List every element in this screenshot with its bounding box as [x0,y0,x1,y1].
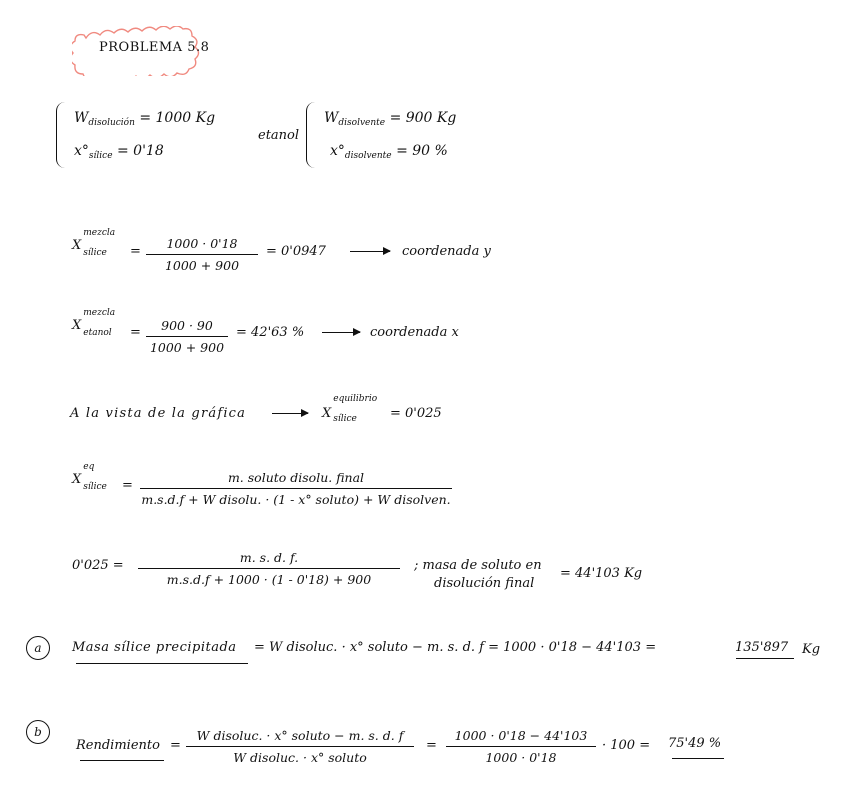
w-disolucion: $W_{disolución} = 1000$ Kg [74,110,216,128]
right-brace [306,102,315,168]
x-disolvente: $x^\circ_{disolvente} = 90$ % [330,143,448,161]
eq5-lhs: 0'025 = [72,558,124,573]
eq2-fraction: 900 · 90 1000 + 900 [146,318,228,355]
eq2-lhs: X mezcla etanol [72,308,116,338]
eq1-fraction: 1000 · 0'18 1000 + 900 [146,236,258,273]
eq1-equals: = [130,244,141,259]
eq2-result: = 42'63 % [236,325,305,340]
part-a-marker: a [26,636,50,660]
etanol-label: etanol [258,128,300,143]
eq1-result: = 0'0947 [266,244,326,259]
part-a-unit: Kg [802,642,821,657]
part-b-result: 75'49 % [668,736,722,751]
part-b-result-underline [672,758,724,759]
eq1-arrow [350,251,390,252]
part-b-label-underline [80,760,164,761]
eq5-result: = 44'103 Kg [560,566,643,581]
eq2-arrow [322,332,360,333]
eq4-equals: = [122,478,133,493]
x-silice: $x^\circ_{sílice} = 0'18$ [74,143,164,161]
eq5-note-line2: disolución final [434,576,535,591]
eq4-fraction: m. soluto disolu. final m.s.d.f + W disolu. · (1 - x° soluto) + W disolven. [141,470,451,507]
part-a-expression: = W disoluc. · x° soluto − m. s. d. f = 1000 · 0'18 − 44'103 = [254,640,657,655]
w-disolvente: $W_{disolvente} = 900$ Kg [324,110,457,128]
left-brace [56,102,65,168]
part-b-marker: b [26,720,50,744]
part-a-result-underline [736,658,794,659]
page-title: PROBLEMA 5.8 [99,40,210,55]
part-b-equals-2: = [426,738,437,753]
part-a-result: 135'897 [735,640,789,655]
part-a-label-underline [76,663,248,664]
eq3-lhs: X equilibrio sílice [322,394,378,424]
eq5-fraction: m. s. d. f. m.s.d.f + 1000 · (1 - 0'18) + 900 [138,550,400,587]
eq2-note: coordenada x [370,325,459,340]
part-b-multiplier: · 100 = [602,738,651,753]
part-b-equals: = [170,738,181,753]
part-b-label: Rendimiento [76,738,160,753]
eq2-equals: = [130,325,141,340]
eq1-note: coordenada y [402,244,491,259]
eq3-arrow [272,413,308,414]
eq5-note-line1: ; masa de soluto en [414,558,542,573]
eq4-lhs: X eq sílice [72,462,107,492]
eq1-lhs: X mezcla sílice [72,228,116,258]
part-b-fraction-symbolic: W disoluc. · x° soluto − m. s. d. f W disoluc. · x° soluto [186,728,414,765]
eq3-result: = 0'025 [390,406,442,421]
eq3-text: A la vista de la gráfica [70,406,247,421]
part-a-label: Masa sílice precipitada [72,640,237,655]
part-b-fraction-numeric: 1000 · 0'18 − 44'103 1000 · 0'18 [446,728,596,765]
